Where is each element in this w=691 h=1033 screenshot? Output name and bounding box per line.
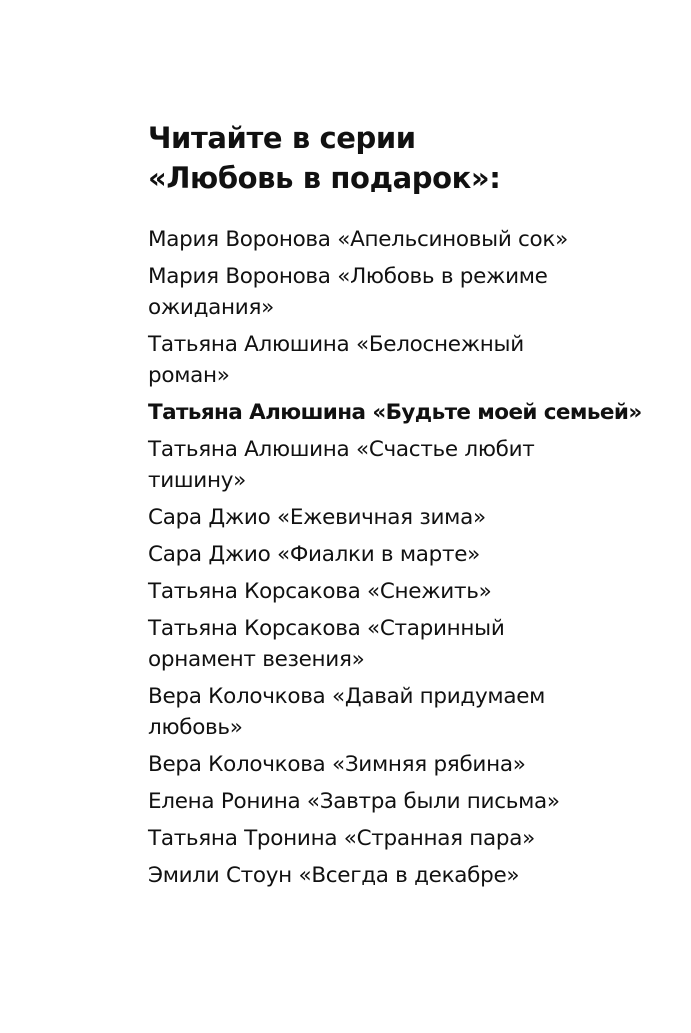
- series-heading-line-1: Читайте в серии: [148, 121, 416, 155]
- book-title-line: Елена Ронина «Завтра были письма»: [148, 789, 560, 814]
- book-list-item: [148, 224, 648, 255]
- book-list-item: [148, 576, 648, 607]
- book-list-item: [148, 613, 648, 675]
- book-title-line: ожидания»: [148, 295, 274, 320]
- series-heading-line-2: «Любовь в подарок»:: [148, 161, 501, 195]
- book-list: [148, 224, 648, 891]
- book-list-item: [148, 502, 648, 533]
- book-title-line: Мария Воронова «Любовь в режиме: [148, 264, 548, 289]
- book-title-line: Татьяна Алюшина «Счастье любит: [148, 437, 535, 462]
- book-series-page: [148, 118, 648, 897]
- series-heading: [148, 118, 648, 198]
- book-list-item: [148, 539, 648, 570]
- book-title-line: Татьяна Алюшина «Белоснежный: [148, 332, 524, 357]
- book-title-line: Вера Колочкова «Давай придумаем: [148, 684, 546, 709]
- book-title-line: Сара Джио «Ежевичная зима»: [148, 505, 486, 530]
- book-list-item-current: [148, 397, 648, 428]
- book-title-line: Мария Воронова «Апельсиновый сок»: [148, 227, 568, 252]
- book-title-line: орнамент везения»: [148, 647, 365, 672]
- book-list-item: [148, 681, 648, 743]
- book-title-line: Сара Джио «Фиалки в марте»: [148, 542, 480, 567]
- book-title-line: Татьяна Алюшина «Будьте моей семьей»: [148, 400, 642, 425]
- book-title-line: любовь»: [148, 715, 243, 740]
- book-list-item: [148, 786, 648, 817]
- book-list-item: [148, 434, 648, 496]
- book-list-item: [148, 860, 648, 891]
- book-title-line: Вера Колочкова «Зимняя рябина»: [148, 752, 526, 777]
- book-title-line: Татьяна Тронина «Странная пара»: [148, 826, 536, 851]
- book-title-line: тишину»: [148, 468, 246, 493]
- book-list-item: [148, 329, 648, 391]
- book-list-item: [148, 823, 648, 854]
- book-title-line: Татьяна Корсакова «Старинный: [148, 616, 505, 641]
- book-list-item: [148, 749, 648, 780]
- book-list-item: [148, 261, 648, 323]
- book-title-line: Татьяна Корсакова «Снежить»: [148, 579, 492, 604]
- book-title-line: роман»: [148, 363, 230, 388]
- book-title-line: Эмили Стоун «Всегда в декабре»: [148, 863, 520, 888]
